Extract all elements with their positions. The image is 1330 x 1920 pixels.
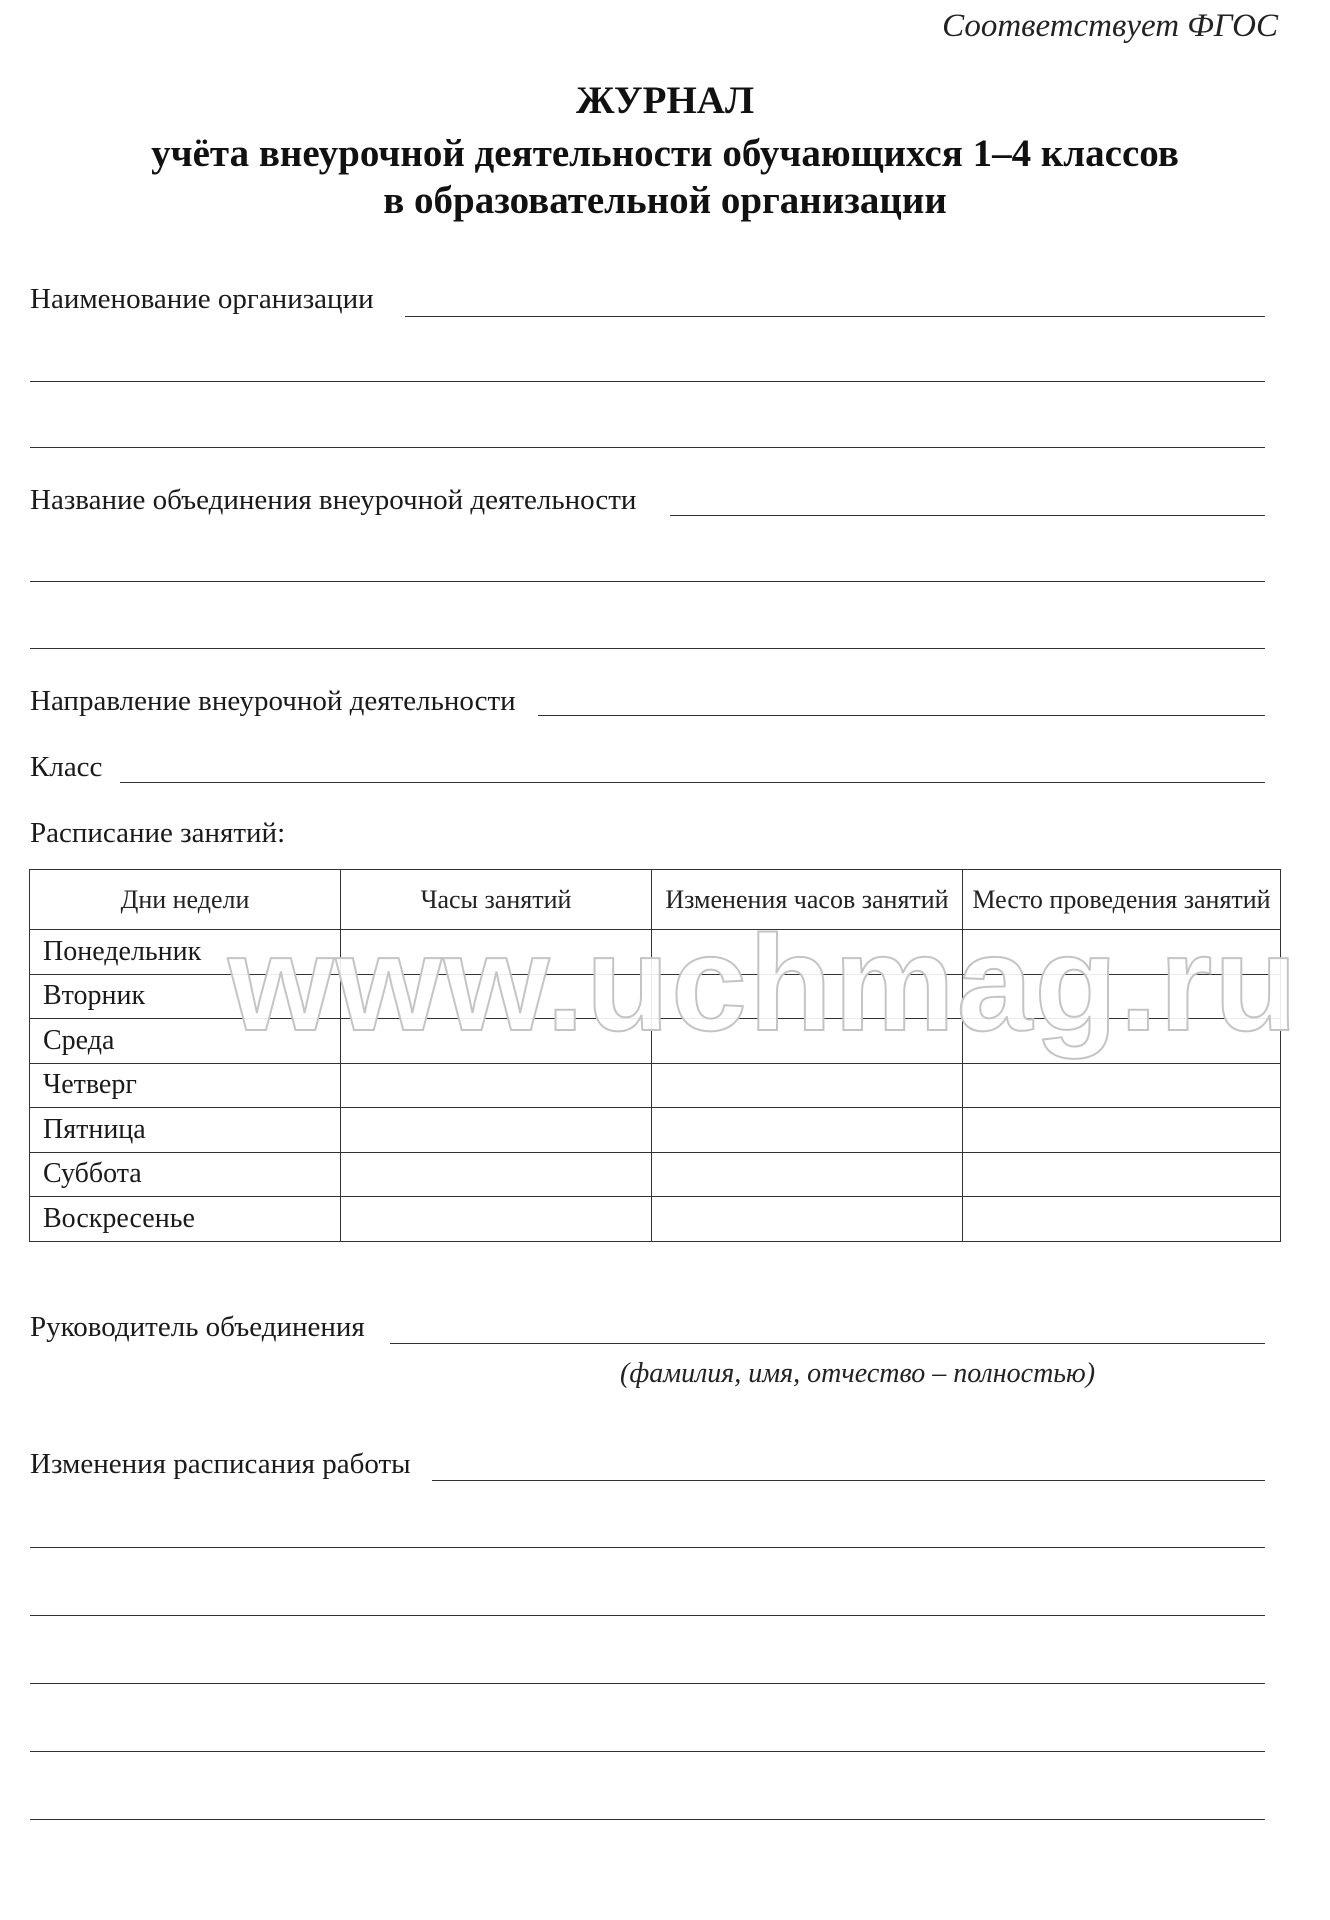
- schedule-changes-line-2[interactable]: [30, 1547, 1265, 1548]
- organization-name-field[interactable]: [405, 316, 1265, 317]
- association-leader-label: Руководитель объединения: [30, 1311, 365, 1343]
- table-row: [30, 1063, 1281, 1108]
- hour-changes-cell[interactable]: [652, 930, 963, 975]
- location-cell[interactable]: [963, 974, 1281, 1019]
- association-name-label: Название объединения внеурочной деятельности: [30, 484, 637, 516]
- organization-name-label: Наименование организации: [30, 283, 374, 315]
- location-cell[interactable]: [963, 1063, 1281, 1108]
- association-name-line-2[interactable]: [30, 581, 1265, 582]
- hours-cell[interactable]: [341, 1197, 652, 1242]
- day-cell: Пятница: [30, 1108, 341, 1153]
- header-weekdays: Дни недели: [30, 870, 341, 930]
- table-row: [30, 930, 1281, 975]
- header-class-location: Место проведения занятий: [963, 870, 1281, 930]
- schedule-changes-line-4[interactable]: [30, 1683, 1265, 1684]
- table-row: [30, 1152, 1281, 1197]
- leader-field-hint: (фамилия, имя, отчество – полностью): [620, 1358, 1096, 1389]
- hours-cell[interactable]: [341, 930, 652, 975]
- class-field[interactable]: [120, 782, 1265, 783]
- journal-subtitle-line2: в образовательной организации: [383, 179, 947, 222]
- location-cell[interactable]: [963, 1108, 1281, 1153]
- hour-changes-cell[interactable]: [652, 1108, 963, 1153]
- day-cell: Суббота: [30, 1152, 341, 1197]
- hours-cell[interactable]: [341, 974, 652, 1019]
- association-leader-field[interactable]: [390, 1343, 1265, 1344]
- day-cell: Вторник: [30, 974, 341, 1019]
- journal-title: ЖУРНАЛ: [575, 79, 754, 122]
- schedule-changes-line-3[interactable]: [30, 1615, 1265, 1616]
- table-row: [30, 1019, 1281, 1064]
- activity-direction-label: Направление внеурочной деятельности: [30, 685, 516, 717]
- header-class-hours: Часы занятий: [341, 870, 652, 930]
- day-cell: Среда: [30, 1019, 341, 1064]
- table-row: [30, 974, 1281, 1019]
- hours-cell[interactable]: [341, 1152, 652, 1197]
- schedule-changes-label: Изменения расписания работы: [30, 1448, 411, 1480]
- day-cell: Воскресенье: [30, 1197, 341, 1242]
- schedule-changes-field[interactable]: [432, 1480, 1265, 1481]
- hour-changes-cell[interactable]: [652, 1019, 963, 1064]
- hour-changes-cell[interactable]: [652, 974, 963, 1019]
- day-cell: Понедельник: [30, 930, 341, 975]
- watermark: www.uchmag.ru: [228, 907, 1300, 1059]
- table-row: [30, 1197, 1281, 1242]
- location-cell[interactable]: [963, 930, 1281, 975]
- journal-subtitle-line1: учёта внеурочной деятельности обучающихся 1–4 классов: [151, 132, 1179, 175]
- table-row: [30, 1108, 1281, 1153]
- activity-direction-field[interactable]: [538, 715, 1265, 716]
- organization-name-line-2[interactable]: [30, 381, 1265, 382]
- location-cell[interactable]: [963, 1152, 1281, 1197]
- hours-cell[interactable]: [341, 1019, 652, 1064]
- association-name-line-3[interactable]: [30, 648, 1265, 649]
- schedule-table: [29, 869, 1281, 1242]
- day-cell: Четверг: [30, 1063, 341, 1108]
- header-hour-changes: Изменения часов занятий: [652, 870, 963, 930]
- association-name-field[interactable]: [670, 515, 1265, 516]
- fgos-compliance-note: Соответствует ФГОС: [942, 8, 1278, 44]
- schedule-changes-line-5[interactable]: [30, 1751, 1265, 1752]
- location-cell[interactable]: [963, 1197, 1281, 1242]
- schedule-header-row: [30, 870, 1281, 930]
- hours-cell[interactable]: [341, 1108, 652, 1153]
- hour-changes-cell[interactable]: [652, 1197, 963, 1242]
- organization-name-line-3[interactable]: [30, 447, 1265, 448]
- class-label: Класс: [30, 751, 103, 783]
- schedule-label: Расписание занятий:: [30, 817, 286, 849]
- hour-changes-cell[interactable]: [652, 1152, 963, 1197]
- location-cell[interactable]: [963, 1019, 1281, 1064]
- schedule-changes-line-6[interactable]: [30, 1819, 1265, 1820]
- hour-changes-cell[interactable]: [652, 1063, 963, 1108]
- hours-cell[interactable]: [341, 1063, 652, 1108]
